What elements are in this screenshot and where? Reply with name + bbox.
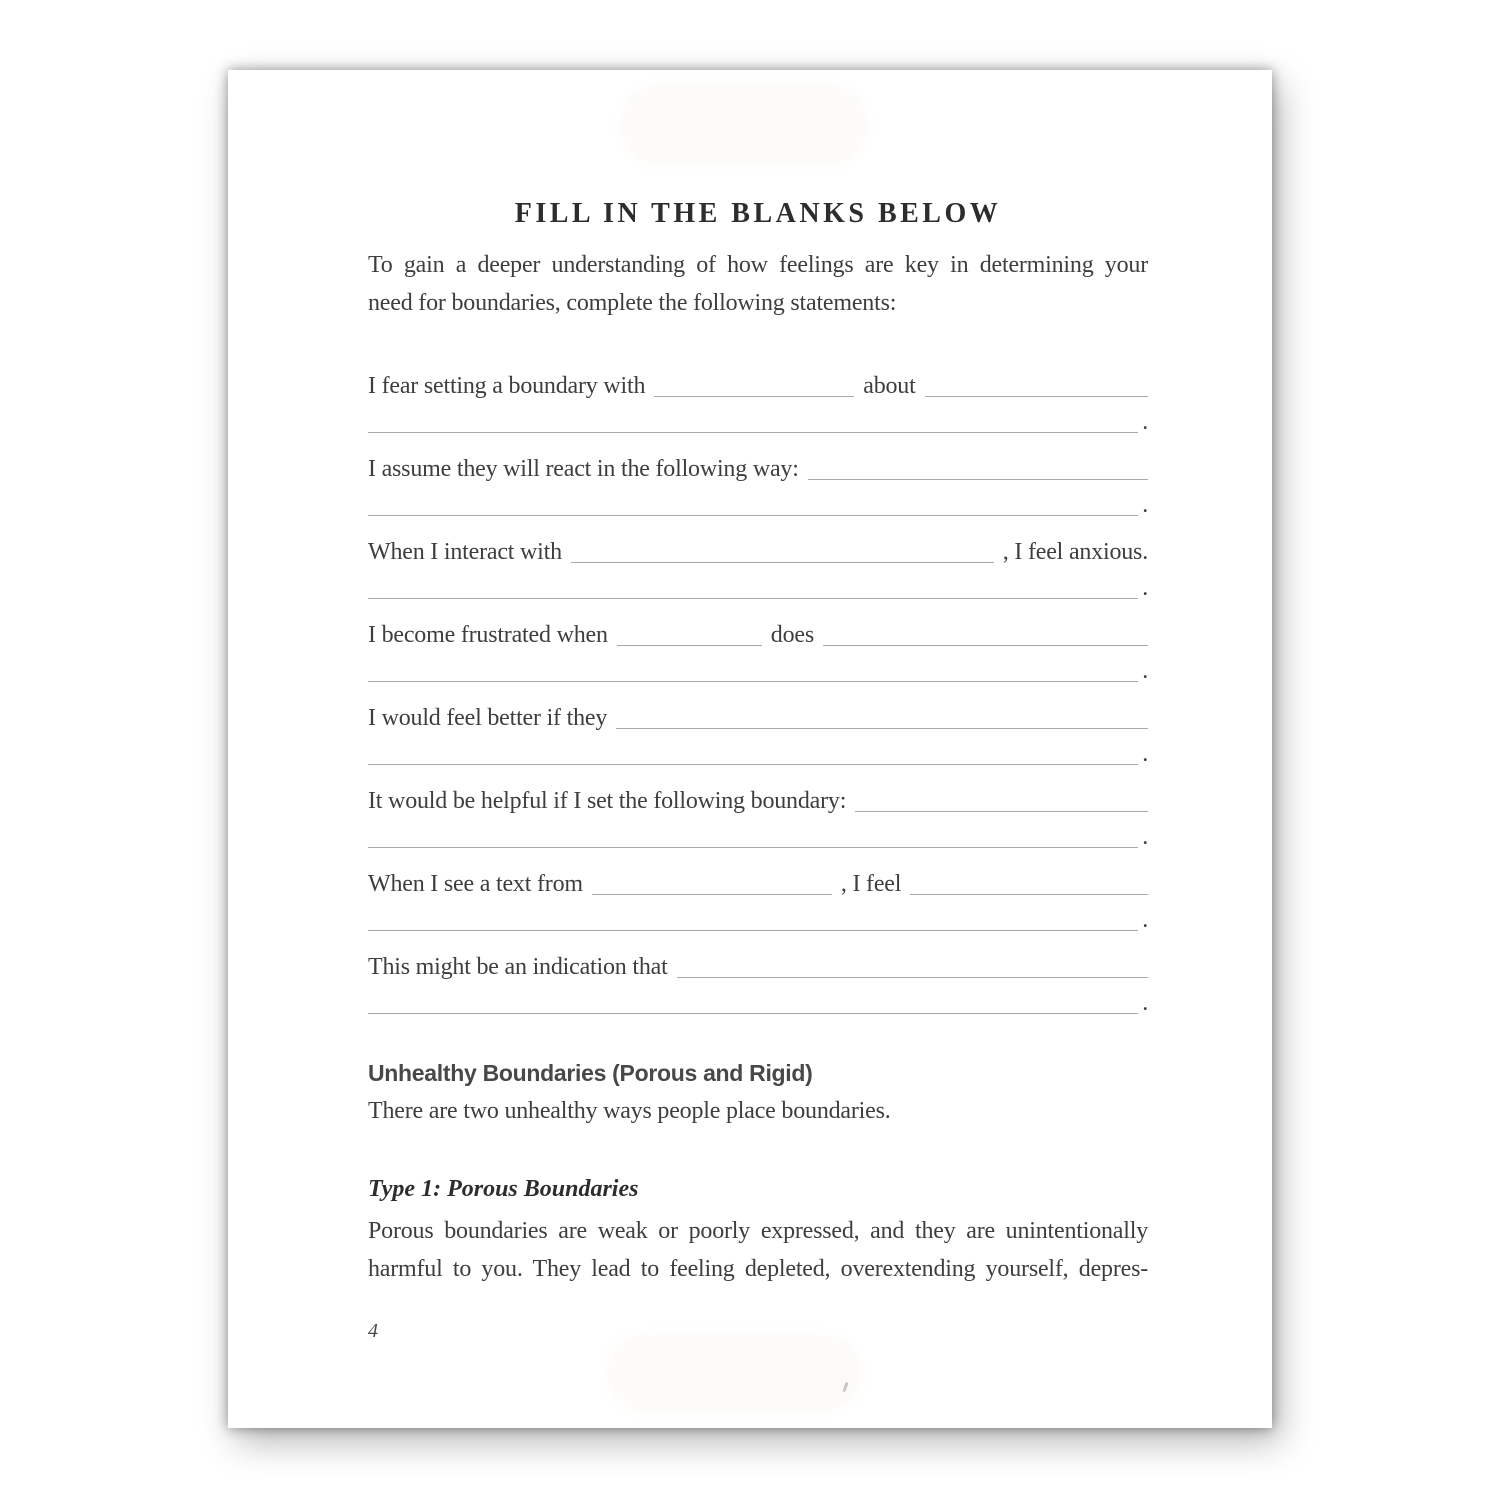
sentence-period: .	[1142, 658, 1148, 684]
sentence-period: .	[1142, 741, 1148, 767]
statement-text: , I feel anxious.	[1002, 539, 1148, 565]
erased-smudge-bottom	[606, 1334, 862, 1412]
intro-line: need for boundaries, complete the following statements:	[368, 290, 897, 316]
statements	[368, 368, 1148, 1021]
statement-block	[368, 451, 1148, 523]
statement-block	[368, 949, 1148, 1021]
statement-row	[368, 617, 1148, 653]
type1-heading: Type 1: Porous Boundaries	[368, 1176, 639, 1202]
statement-text: This might be an indication that	[368, 954, 668, 980]
statement-text: It would be helpful if I set the following boundary:	[368, 788, 847, 814]
statement-text: , I feel	[840, 871, 902, 897]
fill-in-blank-line	[368, 930, 1138, 931]
fill-in-blank-line	[677, 977, 1148, 978]
fill-in-blank-line	[368, 764, 1138, 765]
fill-in-blank-line	[616, 728, 1148, 729]
statement-text: does	[770, 622, 814, 648]
fill-in-blank-line	[368, 847, 1138, 848]
fill-in-blank-line	[910, 894, 1148, 895]
fill-in-blank-line	[571, 562, 994, 563]
statement-block	[368, 368, 1148, 440]
page-content	[228, 70, 1272, 1342]
statement-text: When I interact with	[368, 539, 562, 565]
sentence-period: .	[1142, 492, 1148, 518]
statement-block	[368, 534, 1148, 606]
type1-body	[368, 1212, 1148, 1288]
book-page	[228, 70, 1272, 1428]
continuation-row	[368, 902, 1148, 938]
continuation-row	[368, 404, 1148, 440]
fill-in-blank-line	[592, 894, 832, 895]
fill-in-blank-line	[368, 1013, 1138, 1014]
statement-row	[368, 534, 1148, 570]
fill-in-blank-line	[808, 479, 1148, 480]
statement-row	[368, 451, 1148, 487]
continuation-row	[368, 570, 1148, 606]
sentence-period: .	[1142, 907, 1148, 933]
fill-in-blank-line	[925, 396, 1148, 397]
statement-row	[368, 368, 1148, 404]
statement-block	[368, 866, 1148, 938]
fill-in-blank-line	[855, 811, 1148, 812]
page-number: 4	[368, 1320, 378, 1342]
statement-block	[368, 617, 1148, 689]
statement-block	[368, 700, 1148, 772]
continuation-row	[368, 985, 1148, 1021]
body-line: Porous boundaries are weak or poorly expressed, and they are unintentionally	[368, 1218, 1148, 1244]
continuation-row	[368, 819, 1148, 855]
statement-block	[368, 783, 1148, 855]
statement-text: I become frustrated when	[368, 622, 608, 648]
fill-in-blank-line	[368, 432, 1138, 433]
statement-text: I assume they will react in the following way:	[368, 456, 799, 482]
sentence-period: .	[1142, 409, 1148, 435]
section-text: There are two unhealthy ways people place boundaries.	[368, 1098, 891, 1124]
fill-in-blank-line	[823, 645, 1148, 646]
fill-in-blank-line	[368, 598, 1138, 599]
intro-paragraph	[368, 246, 1148, 322]
sentence-period: .	[1142, 824, 1148, 850]
fill-in-blank-line	[617, 645, 762, 646]
statement-row	[368, 700, 1148, 736]
fill-in-blank-line	[368, 681, 1138, 682]
statement-row	[368, 866, 1148, 902]
sentence-period: .	[1142, 990, 1148, 1016]
continuation-row	[368, 653, 1148, 689]
sentence-period: .	[1142, 575, 1148, 601]
statement-text: I fear setting a boundary with	[368, 373, 646, 399]
intro-line: To gain a deeper understanding of how feelings are key in determining your	[368, 252, 1148, 278]
statement-row	[368, 783, 1148, 819]
page-title: FILL IN THE BLANKS BELOW	[514, 198, 1002, 229]
fill-in-blank-line	[654, 396, 854, 397]
statement-row	[368, 949, 1148, 985]
statement-text: I would feel better if they	[368, 705, 608, 731]
statement-text: about	[863, 373, 916, 399]
statement-text: When I see a text from	[368, 871, 583, 897]
fill-in-blank-line	[368, 515, 1138, 516]
body-line: harmful to you. They lead to feeling depleted, overextending yourself, depres-	[368, 1256, 1148, 1282]
continuation-row	[368, 736, 1148, 772]
section-heading: Unhealthy Boundaries (Porous and Rigid)	[368, 1060, 813, 1086]
continuation-row	[368, 487, 1148, 523]
